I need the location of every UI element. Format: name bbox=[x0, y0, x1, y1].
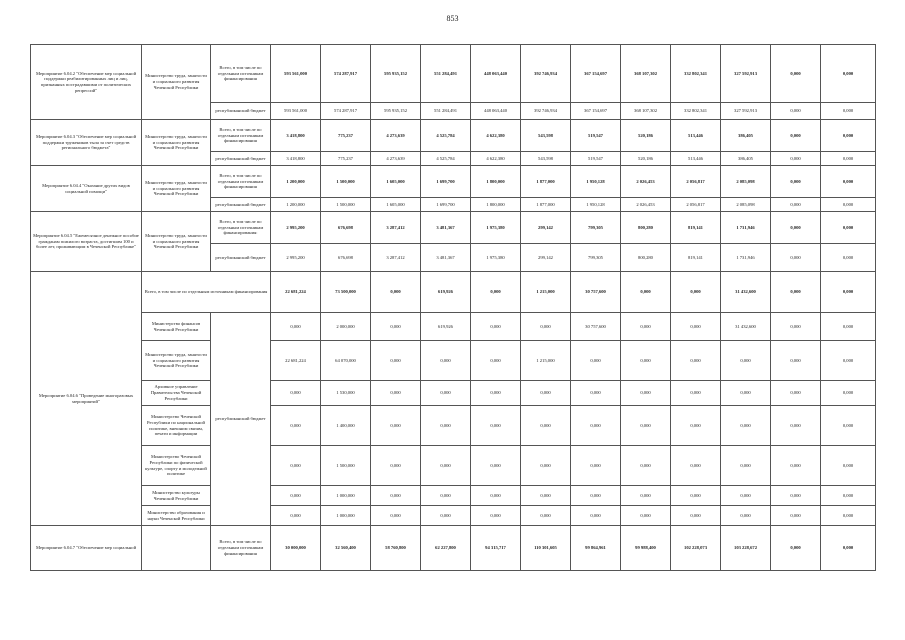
value-cell: 386,405 bbox=[721, 120, 771, 152]
value-cell: 2 995,200 bbox=[271, 244, 321, 272]
value-cell: 0,000 bbox=[821, 446, 876, 486]
value-cell: 0,000 bbox=[771, 166, 821, 198]
value-cell: 0,000 bbox=[771, 381, 821, 406]
table-row bbox=[31, 446, 876, 486]
value-cell: 1 605,000 bbox=[371, 166, 421, 198]
value-cell: 0,000 bbox=[821, 313, 876, 341]
value-cell: 0,000 bbox=[671, 486, 721, 506]
value-cell: 4 525,784 bbox=[421, 120, 471, 152]
value-cell: 103 228,672 bbox=[721, 526, 771, 571]
value-cell: 0,000 bbox=[371, 406, 421, 446]
value-cell: 99 988,400 bbox=[621, 526, 671, 571]
value-cell: 1 500,000 bbox=[321, 446, 371, 486]
executor-name: Министерство Чеченской Республики по национальной политике, внешним связям, печати и информации bbox=[142, 406, 211, 446]
table-row bbox=[31, 120, 876, 152]
source-label-republic: республиканский бюджет bbox=[211, 103, 271, 120]
activity-name: Мероприятие 6.04.2 "Обеспечение мер социальной поддержки реабилитированных лиц и лиц, признанных пострадавшими от политических репрессий" bbox=[31, 45, 142, 120]
value-cell: 1 950,128 bbox=[571, 166, 621, 198]
value-cell: 0,000 bbox=[271, 446, 321, 486]
table-row bbox=[31, 341, 876, 381]
value-cell: 0,000 bbox=[771, 45, 821, 103]
value-cell: 775,237 bbox=[321, 120, 371, 152]
table-row bbox=[31, 486, 876, 506]
value-cell: 0,000 bbox=[771, 406, 821, 446]
value-cell: 819,141 bbox=[671, 244, 721, 272]
value-cell: 0,000 bbox=[821, 272, 876, 313]
value-cell: 4 622,380 bbox=[471, 152, 521, 166]
value-cell: 1 975,380 bbox=[471, 212, 521, 244]
value-cell: 1 950,128 bbox=[571, 198, 621, 212]
value-cell: 0,000 bbox=[821, 486, 876, 506]
executor-name: Министерство Чеченской Республики по физической культуре, спорту и молодежной политике bbox=[142, 446, 211, 486]
value-cell: 386,405 bbox=[721, 152, 771, 166]
value-cell: 0,000 bbox=[771, 446, 821, 486]
source-label-total: Всего, в том числе по отдельным источникам финансирования bbox=[211, 120, 271, 152]
source-label-republic: республиканский бюджет bbox=[211, 152, 271, 166]
value-cell: 0,000 bbox=[571, 446, 621, 486]
value-cell: 0,000 bbox=[271, 506, 321, 526]
value-cell: 595 935,152 bbox=[371, 45, 421, 103]
value-cell: 0,000 bbox=[371, 446, 421, 486]
value-cell: 0,000 bbox=[771, 506, 821, 526]
value-cell: 0,000 bbox=[621, 381, 671, 406]
table-row bbox=[31, 526, 876, 571]
value-cell: 1 530,000 bbox=[321, 381, 371, 406]
source-label-total: Всего, в том числе по отдельным источникам финансирования bbox=[211, 45, 271, 103]
value-cell: 0,000 bbox=[471, 506, 521, 526]
value-cell: 1 605,000 bbox=[371, 198, 421, 212]
table-row bbox=[31, 45, 876, 103]
value-cell: 0,000 bbox=[771, 272, 821, 313]
executor-name: Министерство труда, занятости и социального развития Чеченской Республики bbox=[142, 166, 211, 212]
value-cell: 1 215,000 bbox=[521, 272, 571, 313]
value-cell: 327 592,913 bbox=[721, 103, 771, 120]
source-label-total: Всего, в том числе по отдельным источникам финансирования: bbox=[211, 212, 271, 244]
value-cell: 0,000 bbox=[571, 406, 621, 446]
value-cell: 0,000 bbox=[771, 120, 821, 152]
value-cell: 0,000 bbox=[421, 506, 471, 526]
table-row bbox=[31, 166, 876, 198]
value-cell: 0,000 bbox=[771, 486, 821, 506]
value-cell: 3 418,800 bbox=[271, 120, 321, 152]
value-cell: 62 227,800 bbox=[421, 526, 471, 571]
value-cell: 0,000 bbox=[571, 341, 621, 381]
value-cell: 368 107,302 bbox=[621, 103, 671, 120]
executor-name: Министерство труда, занятости и социального развития Чеченской Республики bbox=[142, 212, 211, 272]
value-cell: 332 802,341 bbox=[671, 103, 721, 120]
value-cell: 0,000 bbox=[721, 341, 771, 381]
value-cell: 574 287,917 bbox=[321, 103, 371, 120]
value-cell: 4 622,380 bbox=[471, 120, 521, 152]
value-cell: 0,000 bbox=[521, 381, 571, 406]
value-cell: 543,598 bbox=[521, 120, 571, 152]
value-cell: 1 731,946 bbox=[721, 212, 771, 244]
value-cell: 0,000 bbox=[371, 341, 421, 381]
value-cell: 327 592,913 bbox=[721, 45, 771, 103]
value-cell: 0,000 bbox=[771, 341, 821, 381]
value-cell: 0,000 bbox=[671, 313, 721, 341]
source-label-republic: республиканский бюджет bbox=[211, 198, 271, 212]
value-cell: 64 070,000 bbox=[321, 341, 371, 381]
value-cell: 58 760,800 bbox=[371, 526, 421, 571]
value-cell: 392 746,934 bbox=[521, 103, 571, 120]
value-cell: 543,598 bbox=[521, 152, 571, 166]
value-cell: 3 287,412 bbox=[371, 244, 421, 272]
value-cell: 0,000 bbox=[471, 313, 521, 341]
value-cell: 0,000 bbox=[721, 486, 771, 506]
value-cell: 32 560,400 bbox=[321, 526, 371, 571]
value-cell: 0,000 bbox=[621, 313, 671, 341]
value-cell: 799,305 bbox=[571, 244, 621, 272]
value-cell: 0,000 bbox=[671, 506, 721, 526]
value-cell: 0,000 bbox=[521, 446, 571, 486]
value-cell: 0,000 bbox=[271, 406, 321, 446]
value-cell: 1 000,000 bbox=[321, 506, 371, 526]
value-cell: 367 154,697 bbox=[571, 45, 621, 103]
value-cell: 1 000,000 bbox=[321, 486, 371, 506]
executor-name: Министерство культуры Чеченской Республики bbox=[142, 486, 211, 506]
value-cell: 0,000 bbox=[521, 506, 571, 526]
value-cell: 1 215,000 bbox=[521, 341, 571, 381]
value-cell: 819,141 bbox=[671, 212, 721, 244]
source-label-total: Всего, в том числе по отдельным источникам финансирования bbox=[211, 166, 271, 198]
value-cell: 0,000 bbox=[821, 103, 876, 120]
value-cell: 0,000 bbox=[421, 446, 471, 486]
value-cell: 0,000 bbox=[421, 406, 471, 446]
value-cell: 1 200,000 bbox=[271, 198, 321, 212]
value-cell: 2 995,200 bbox=[271, 212, 321, 244]
value-cell: 30 757,600 bbox=[571, 313, 621, 341]
value-cell: 520,186 bbox=[621, 120, 671, 152]
value-cell: 2 085,098 bbox=[721, 198, 771, 212]
value-cell: 0,000 bbox=[471, 446, 521, 486]
value-cell: 593 561,000 bbox=[271, 103, 321, 120]
value-cell: 448 063,440 bbox=[471, 45, 521, 103]
value-cell: 0,000 bbox=[771, 152, 821, 166]
value-cell: 676,698 bbox=[321, 244, 371, 272]
value-cell: 0,000 bbox=[471, 406, 521, 446]
value-cell: 513,446 bbox=[671, 152, 721, 166]
source-label-total: Всего, в том числе по отдельным источникам финансирования bbox=[211, 526, 271, 571]
table-row bbox=[31, 313, 876, 341]
source-label-republic: республиканский бюджет bbox=[211, 313, 271, 526]
value-cell: 1 699,700 bbox=[421, 166, 471, 198]
value-cell: 0,000 bbox=[821, 152, 876, 166]
value-cell: 2 085,098 bbox=[721, 166, 771, 198]
value-cell: 0,000 bbox=[421, 381, 471, 406]
activity-name: Мероприятие 6.04.4 "Оказание других видов социальной помощи" bbox=[31, 166, 142, 212]
value-cell: 299,142 bbox=[521, 212, 571, 244]
value-cell: 0,000 bbox=[821, 341, 876, 381]
value-cell: 0,000 bbox=[471, 341, 521, 381]
value-cell: 1 731,946 bbox=[721, 244, 771, 272]
value-cell: 0,000 bbox=[821, 381, 876, 406]
value-cell: 0,000 bbox=[821, 506, 876, 526]
value-cell: 0,000 bbox=[821, 120, 876, 152]
value-cell: 0,000 bbox=[671, 381, 721, 406]
value-cell: 0,000 bbox=[371, 381, 421, 406]
value-cell: 2 056,817 bbox=[671, 198, 721, 212]
value-cell: 0,000 bbox=[771, 212, 821, 244]
value-cell: 0,000 bbox=[621, 486, 671, 506]
value-cell: 0,000 bbox=[721, 381, 771, 406]
value-cell: 513,446 bbox=[671, 120, 721, 152]
executor-name: Министерство труда, занятости и социального развития Чеченской Республики bbox=[142, 341, 211, 381]
value-cell: 0,000 bbox=[821, 526, 876, 571]
value-cell: 0,000 bbox=[621, 446, 671, 486]
value-cell: 1 800,000 bbox=[471, 198, 521, 212]
value-cell: 0,000 bbox=[471, 486, 521, 506]
value-cell: 0,000 bbox=[721, 506, 771, 526]
budget-table-body bbox=[31, 45, 876, 571]
value-cell: 102 228,073 bbox=[671, 526, 721, 571]
value-cell: 299,142 bbox=[521, 244, 571, 272]
value-cell: 3 481,367 bbox=[421, 244, 471, 272]
value-cell: 110 301,605 bbox=[521, 526, 571, 571]
value-cell: 4 273,639 bbox=[371, 120, 421, 152]
value-cell: 0,000 bbox=[671, 341, 721, 381]
value-cell: 2 026,453 bbox=[621, 166, 671, 198]
activity-name: Мероприятие 6.04.6 "Проведение многоразовых мероприятий" bbox=[31, 272, 142, 526]
value-cell: 0,000 bbox=[621, 506, 671, 526]
value-cell: 31 432,600 bbox=[721, 272, 771, 313]
page-number: 853 bbox=[446, 14, 459, 23]
budget-table bbox=[30, 44, 876, 571]
value-cell: 4 525,784 bbox=[421, 152, 471, 166]
table-row bbox=[31, 381, 876, 406]
value-cell: 332 802,341 bbox=[671, 45, 721, 103]
value-cell: 800,280 bbox=[621, 212, 671, 244]
value-cell: 0,000 bbox=[371, 313, 421, 341]
table-row bbox=[31, 406, 876, 446]
value-cell: 0,000 bbox=[821, 244, 876, 272]
value-cell: 3 481,367 bbox=[421, 212, 471, 244]
value-cell: 1 877,000 bbox=[521, 166, 571, 198]
value-cell: 0,000 bbox=[421, 341, 471, 381]
value-cell: 94 315,717 bbox=[471, 526, 521, 571]
value-cell: 0,000 bbox=[671, 406, 721, 446]
value-cell: 0,000 bbox=[821, 406, 876, 446]
value-cell: 0,000 bbox=[671, 272, 721, 313]
value-cell: 0,000 bbox=[421, 486, 471, 506]
value-cell: 0,000 bbox=[521, 486, 571, 506]
value-cell: 551 284,491 bbox=[421, 103, 471, 120]
value-cell: 2 056,817 bbox=[671, 166, 721, 198]
value-cell: 99 864,961 bbox=[571, 526, 621, 571]
value-cell: 775,237 bbox=[321, 152, 371, 166]
value-cell: 0,000 bbox=[771, 198, 821, 212]
value-cell: 1 975,380 bbox=[471, 244, 521, 272]
value-cell: 0,000 bbox=[771, 103, 821, 120]
value-cell: 519,547 bbox=[571, 120, 621, 152]
value-cell: 0,000 bbox=[521, 406, 571, 446]
executor-name: Министерство образования и науки Чеченской Республики bbox=[142, 506, 211, 526]
table-row bbox=[31, 272, 876, 313]
source-label-total: Всего, в том числе по отдельным источникам финансирования bbox=[142, 272, 271, 313]
value-cell: 574 287,917 bbox=[321, 45, 371, 103]
value-cell: 1 500,000 bbox=[321, 198, 371, 212]
value-cell: 595 935,152 bbox=[371, 103, 421, 120]
value-cell: 0,000 bbox=[821, 198, 876, 212]
value-cell: 676,698 bbox=[321, 212, 371, 244]
activity-name: Мероприятие 6.04.7 "Обеспечение мер социальной bbox=[31, 526, 142, 571]
value-cell: 0,000 bbox=[771, 313, 821, 341]
value-cell: 4 273,639 bbox=[371, 152, 421, 166]
value-cell: 3 418,800 bbox=[271, 152, 321, 166]
value-cell: 619,926 bbox=[421, 272, 471, 313]
value-cell: 0,000 bbox=[371, 272, 421, 313]
value-cell: 30 000,000 bbox=[271, 526, 321, 571]
value-cell: 368 107,302 bbox=[621, 45, 671, 103]
table-row bbox=[31, 506, 876, 526]
value-cell: 800,280 bbox=[621, 244, 671, 272]
value-cell: 448 063,440 bbox=[471, 103, 521, 120]
table-row bbox=[31, 212, 876, 244]
value-cell: 0,000 bbox=[771, 244, 821, 272]
value-cell: 1 400,000 bbox=[321, 406, 371, 446]
value-cell: 0,000 bbox=[371, 506, 421, 526]
value-cell: 0,000 bbox=[821, 166, 876, 198]
value-cell: 2 026,453 bbox=[621, 198, 671, 212]
value-cell: 0,000 bbox=[721, 446, 771, 486]
value-cell: 593 561,000 bbox=[271, 45, 321, 103]
value-cell: 0,000 bbox=[821, 212, 876, 244]
value-cell: 0,000 bbox=[721, 406, 771, 446]
value-cell: 0,000 bbox=[571, 486, 621, 506]
activity-name: Мероприятие 6.04.3 "Обеспечение мер социальной поддержки тружеников тыла за счет средств регионального бюджета" bbox=[31, 120, 142, 166]
value-cell: 392 746,934 bbox=[521, 45, 571, 103]
value-cell: 0,000 bbox=[271, 486, 321, 506]
executor-name: Министерство труда, занятости и социального развития Чеченской Республики bbox=[142, 45, 211, 120]
value-cell: 0,000 bbox=[371, 486, 421, 506]
executor-name bbox=[142, 526, 211, 571]
value-cell: 367 154,697 bbox=[571, 103, 621, 120]
value-cell: 1 800,000 bbox=[471, 166, 521, 198]
value-cell: 22 681,224 bbox=[271, 341, 321, 381]
activity-name: Мероприятие 6.04.5 "Ежемесячное денежное пособие гражданам пожилого возраста, достигшим 100 и более лет, проживающим в Чеченской Республике" bbox=[31, 212, 142, 272]
value-cell: 73 500,000 bbox=[321, 272, 371, 313]
value-cell: 0,000 bbox=[571, 381, 621, 406]
value-cell: 0,000 bbox=[471, 381, 521, 406]
value-cell: 551 284,491 bbox=[421, 45, 471, 103]
value-cell: 22 681,224 bbox=[271, 272, 321, 313]
value-cell: 0,000 bbox=[621, 406, 671, 446]
executor-name: Архивное управление Правительства Чеченской Республики bbox=[142, 381, 211, 406]
value-cell: 3 287,412 bbox=[371, 212, 421, 244]
value-cell: 0,000 bbox=[671, 446, 721, 486]
value-cell: 0,000 bbox=[621, 272, 671, 313]
value-cell: 1 500,000 bbox=[321, 166, 371, 198]
value-cell: 31 432,600 bbox=[721, 313, 771, 341]
value-cell: 0,000 bbox=[621, 341, 671, 381]
value-cell: 799,305 bbox=[571, 212, 621, 244]
value-cell: 0,000 bbox=[271, 313, 321, 341]
value-cell: 0,000 bbox=[271, 381, 321, 406]
value-cell: 0,000 bbox=[771, 526, 821, 571]
value-cell: 1 699,700 bbox=[421, 198, 471, 212]
source-label-republic: республиканский бюджет bbox=[211, 244, 271, 272]
value-cell: 619,926 bbox=[421, 313, 471, 341]
value-cell: 2 000,000 bbox=[321, 313, 371, 341]
value-cell: 520,186 bbox=[621, 152, 671, 166]
value-cell: 0,000 bbox=[821, 45, 876, 103]
executor-name: Министерство труда, занятости и социального развития Чеченской Республики bbox=[142, 120, 211, 166]
value-cell: 519,547 bbox=[571, 152, 621, 166]
value-cell: 1 877,000 bbox=[521, 198, 571, 212]
value-cell: 1 200,000 bbox=[271, 166, 321, 198]
executor-name: Министерство финансов Чеченской Республики bbox=[142, 313, 211, 341]
value-cell: 30 757,600 bbox=[571, 272, 621, 313]
value-cell: 0,000 bbox=[571, 506, 621, 526]
value-cell: 0,000 bbox=[471, 272, 521, 313]
value-cell: 0,000 bbox=[521, 313, 571, 341]
